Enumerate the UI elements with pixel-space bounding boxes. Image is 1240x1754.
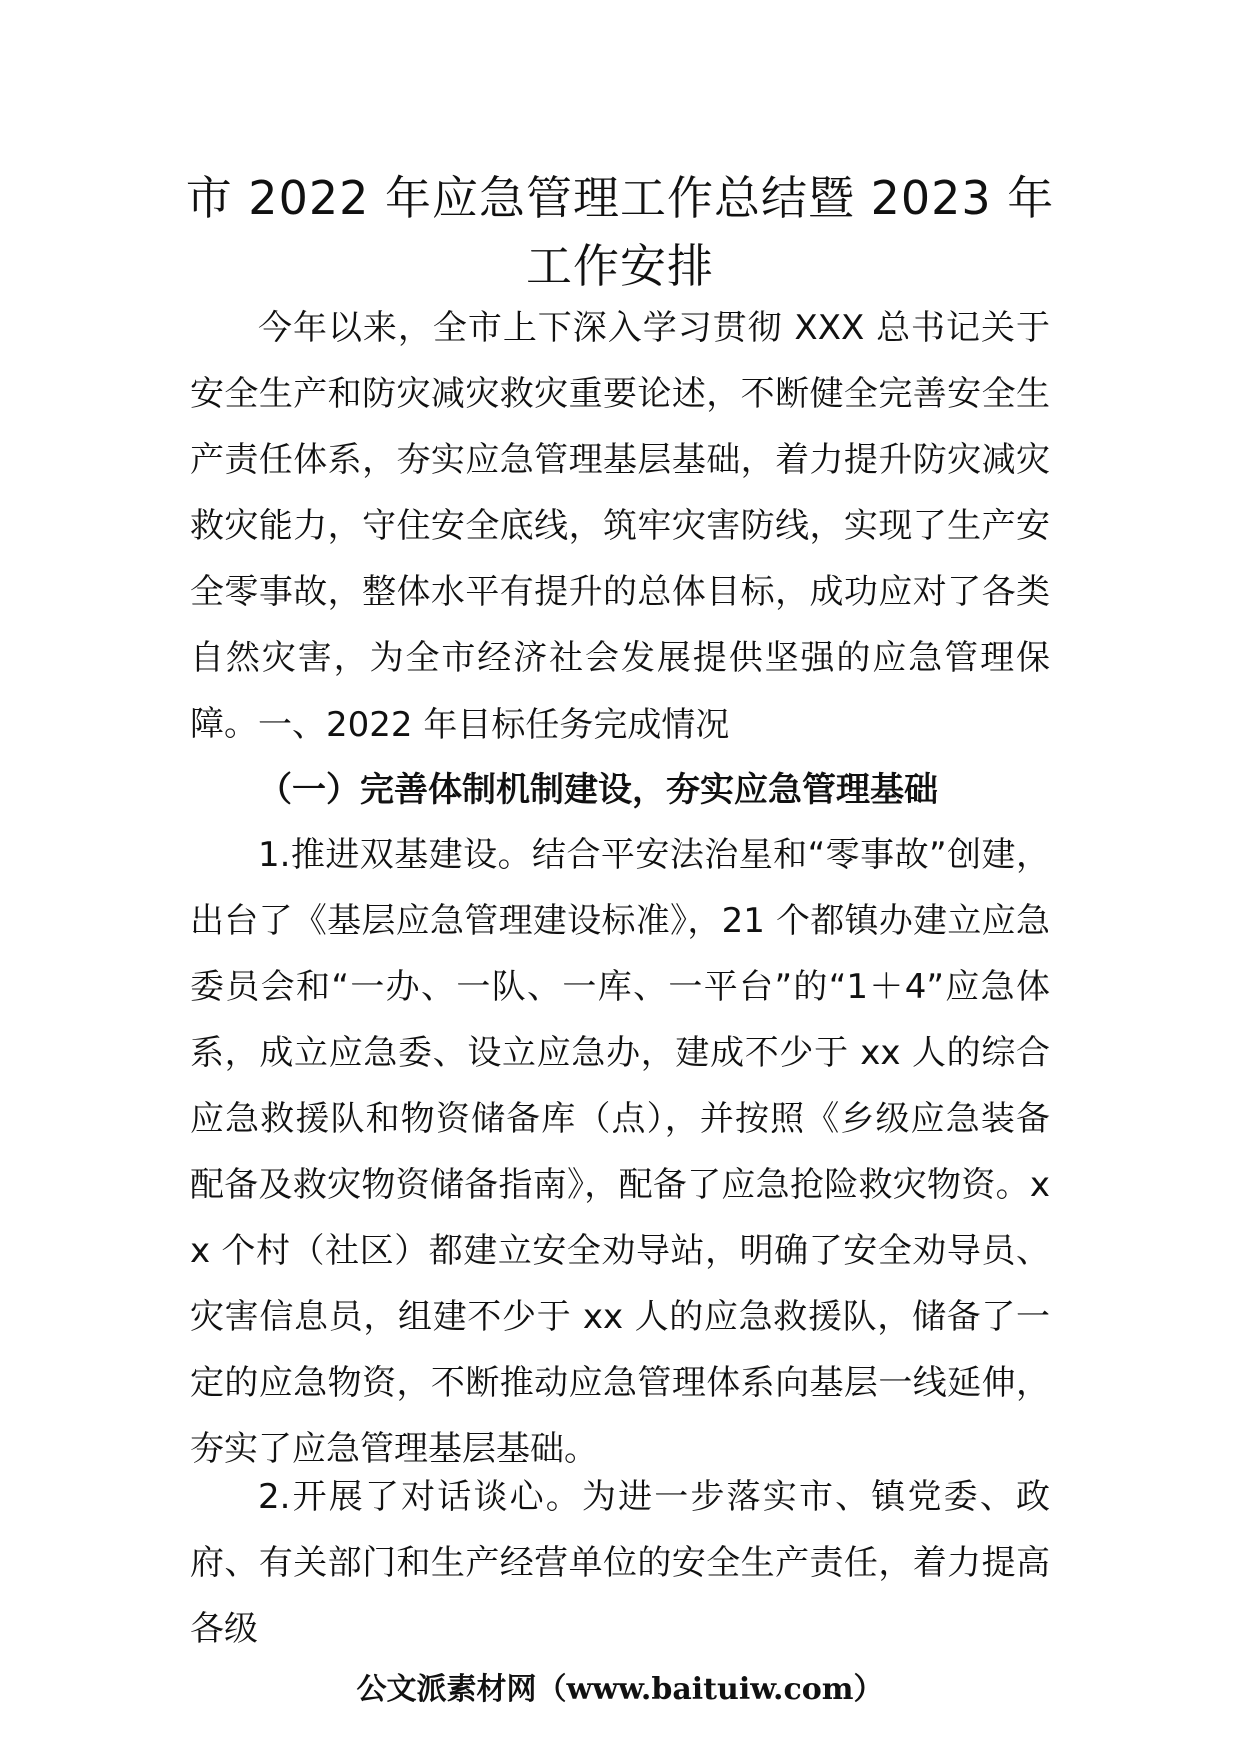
section-heading-1: 一、2022 年目标任务完成情况	[258, 705, 730, 745]
intro-paragraph: 今年以来，全市上下深入学习贯彻 XXX 总书记关于安全生产和防灾减灾救灾重要论述，不断健全完善安全生产责任体系，夯实应急管理基层基础，着力提升防灾减灾救灾能力，守住安全底线，筑牢灾害防线，实现了生产安全零事故，整体水平有提升的总体目标，成功应对了各类自然灾害，为全市经济社会发展提供坚强的应急管理保障。	[190, 308, 1050, 744]
item-1-paragraph: 1.推进双基建设。结合平安法治星和“零事故”创建，出台了《基层应急管理建设标准》，21 个都镇办建立应急委员会和“一办、一队、一库、一平台”的“1＋4”应急体系，成立应急委、设立应急办，建成不少于 xx 人的综合应急救援队和物资储备库（点），并按照《乡级应急装备配备及救灾物资储备指南》，配备了应急抢险救灾物资。xx 个村（社区）都建立安全劝导站，明确了安全劝导员、灾害信息员，组建不少于 xx 人的应急救援队，储备了一定的应急物资，不断推动应急管理体系向基层一线延伸，夯实了应急管理基层基础。	[190, 835, 1050, 1469]
subsection-heading-1: （一）完善体制机制建设，夯实应急管理基础	[258, 770, 938, 810]
document-title-line-2: 工作安排	[526, 239, 714, 293]
footer-watermark: 公文派素材网（www.baituiw.com）	[356, 1672, 884, 1707]
document-title-line-1: 市 2022 年应急管理工作总结暨 2023 年	[185, 171, 1055, 225]
item-2-paragraph: 2.开展了对话谈心。为进一步落实市、镇党委、政府、有关部门和生产经营单位的安全生产责任，着力提高各级	[190, 1477, 1050, 1649]
